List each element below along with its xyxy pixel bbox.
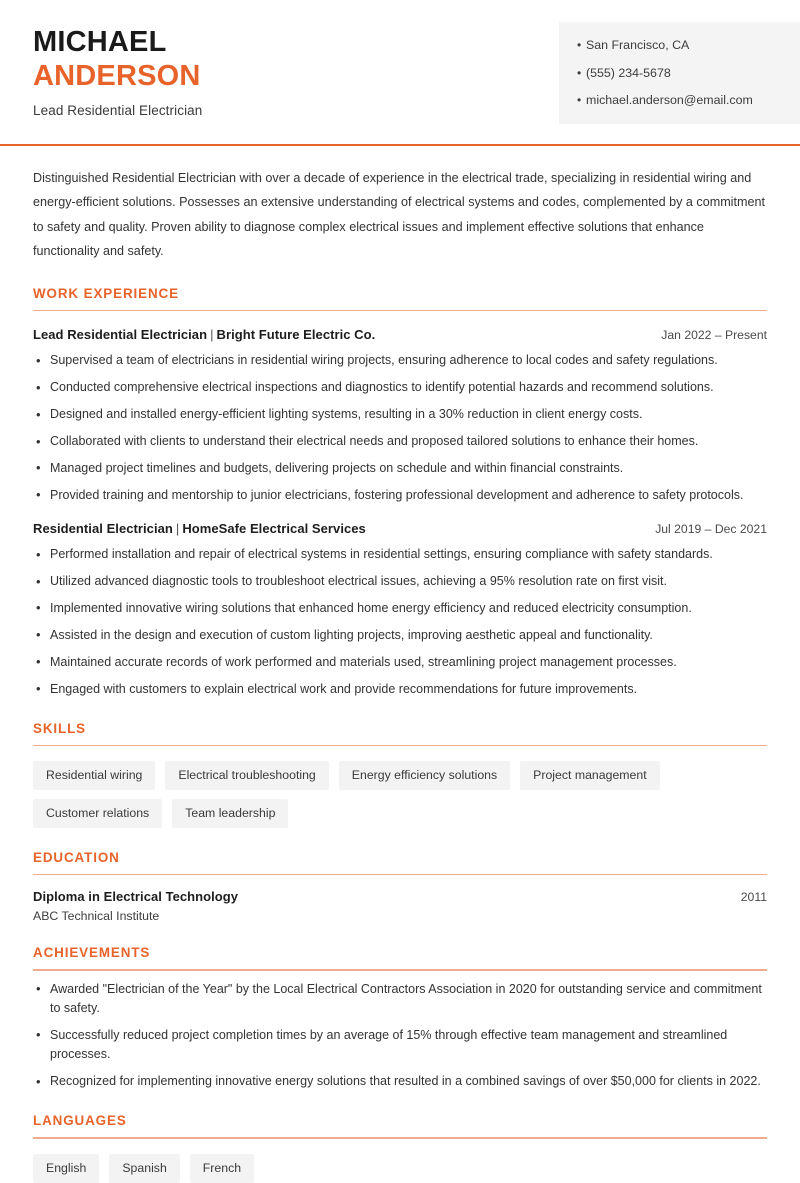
experience-bullet: • Provided training and mentorship to junior electricians, fostering professional development and adherence to safety protocols. [33,486,767,505]
education-entry-head [33,889,767,904]
last-name: ANDERSON [33,59,201,92]
contact-location [577,36,786,55]
section-title-skills: SKILLS [33,720,87,736]
experience-bullets [33,351,767,505]
experience-bullet: • Managed project timelines and budgets, delivering projects on schedule and within financial constraints. [33,459,767,478]
experience-company: Bright Future Electric Co. [216,327,376,343]
skill-chip: Team leadership [172,799,288,828]
skill-chip: Customer relations [33,799,162,828]
resume-header [0,0,800,124]
skills-chip-list [33,761,767,828]
experience-role: Residential Electrician [33,521,173,537]
experience-bullet: • Conducted comprehensive electrical inspections and diagnostics to identify potential hazards and recommend solutions. [33,378,767,397]
experience-bullet: • Designed and installed energy-efficient lighting systems, resulting in a 30% reduction in client energy costs. [33,405,767,424]
achievement-item: • Successfully reduced project completion times by an average of 15% through effective team management and streamlined processes. [33,1026,767,1065]
contact-phone-text: (555) 234-5678 [586,65,671,80]
bullet-dot-icon: • [577,65,582,80]
bullet-dot-icon: • [577,38,582,52]
first-name: MICHAEL [33,26,167,58]
experience-entry-head [33,327,767,342]
professional-summary: Distinguished Residential Electrician with over a decade of experience in the electrical trade, specializing in residential wiring and energy-efficient solutions. Possesses an extensive understanding of electrical systems and codes, complemented by a commitment to safety and quality. Proven ability to diagnose complex electrical issues and implement effective solutions that enhance functionality and safety. [33,170,765,259]
language-chip: French [190,1154,254,1183]
experience-bullet: • Performed installation and repair of electrical systems in residential settings, ensuring compliance with safety standards. [33,545,767,564]
section-title-education: EDUCATION [33,849,120,865]
section-languages [33,1113,767,1182]
section-divider [33,874,767,875]
experience-entry [33,521,767,699]
section-work-experience [33,286,767,699]
experience-bullet: • Implemented innovative wiring solutions that enhanced home energy efficiency and reduced electricity consumption. [33,599,767,618]
skill-chip: Residential wiring [33,761,155,790]
experience-entry-head [33,521,767,536]
title-separator: | [175,521,180,537]
education-date: 2011 [740,890,767,905]
skill-chip: Energy efficiency solutions [339,761,510,790]
experience-role: Lead Residential Electrician [33,327,208,343]
header-divider [0,144,800,146]
contact-email[interactable] [577,91,786,110]
language-chip: English [33,1154,99,1183]
experience-company: HomeSafe Electrical Services [182,521,366,537]
education-entry [33,889,767,923]
section-education [33,850,767,923]
experience-date: Jul 2019 – Dec 2021 [655,522,767,537]
resume-content [0,166,800,1183]
header-identity [0,22,202,118]
education-degree: Diploma in Electrical Technology [33,889,239,905]
experience-title [33,327,375,342]
contact-phone [577,64,786,83]
section-skills [33,721,767,828]
section-achievements [33,945,767,1091]
experience-bullet: • Utilized advanced diagnostic tools to troubleshoot electrical issues, achieving a 95% resolution rate on first visit. [33,572,767,591]
section-divider [33,745,767,746]
title-separator: | [210,327,214,343]
contact-info-box [559,22,800,124]
experience-bullets [33,545,767,699]
contact-location-text: San Francisco, CA [586,38,690,52]
skill-chip: Electrical troubleshooting [165,761,328,790]
education-school: ABC Technical Institute [33,909,160,924]
section-divider [33,969,767,970]
section-title-achievements: ACHIEVEMENTS [33,945,151,961]
section-title-languages: LANGUAGES [33,1113,127,1129]
achievement-item: • Awarded "Electrician of the Year" by the Local Electrical Contractors Association in 2020 for outstanding service and commitment to safety. [33,980,767,1019]
achievements-list [33,980,767,1092]
experience-title [33,521,366,536]
achievement-item: • Recognized for implementing innovative energy solutions that resulted in a combined savings of over $50,000 for clients in 2022. [33,1072,767,1091]
language-chip: Spanish [109,1154,179,1183]
experience-entry [33,327,767,505]
section-divider [33,1137,767,1138]
section-title-work-experience: WORK EXPERIENCE [33,286,179,302]
bullet-dot-icon: • [577,93,582,108]
languages-chip-list [33,1154,767,1183]
experience-date: Jan 2022 – Present [661,328,767,343]
experience-bullet: • Supervised a team of electricians in residential wiring projects, ensuring adherence to local codes and safety regulations. [33,351,767,370]
section-divider [33,310,767,311]
experience-bullet: • Assisted in the design and execution of custom lighting projects, improving aesthetic appeal and functionality. [33,626,767,645]
skill-chip: Project management [520,761,659,790]
experience-bullet: • Engaged with customers to explain electrical work and provide recommendations for future improvements. [33,680,767,699]
contact-email-text: michael.anderson@email.com [586,93,753,108]
header-job-title: Lead Residential Electrician [33,103,203,119]
experience-bullet: • Collaborated with clients to understand their electrical needs and proposed tailored solutions to enhance their homes. [33,432,767,451]
experience-bullet: • Maintained accurate records of work performed and materials used, streamlining project management processes. [33,653,767,672]
